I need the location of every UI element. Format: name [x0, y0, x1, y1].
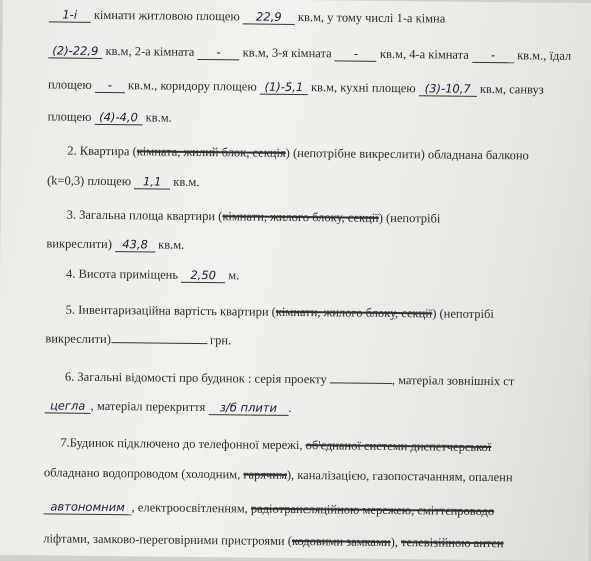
doc-line-14: 7.Будинок підключено до телефонної мережі, об'єднаної системи диспетчерської [60, 435, 492, 455]
doc-line-12: 6. Загальні відомості про будинок : серія проекту , матеріал зовнішніх ст [64, 369, 515, 389]
handwritten-floor-material: з/б плити [208, 401, 288, 416]
doc-line-9: 4. Висота приміщень 2,50 м. [65, 266, 240, 283]
doc-line-6: (k=0,3) площею 1,1 кв.м. [46, 173, 200, 189]
handwritten-total-area: 43,8 [115, 238, 155, 252]
doc-line-10: 5. Інвентаризаційна вартість квартири (кімнати, жилого блоку, секції) (непотрібі [65, 302, 494, 322]
struck-text: кімнати, жилого блоку, секції [222, 209, 379, 225]
room2-area-blank: - [197, 46, 239, 60]
doc-line-17: ліфтами, замково-переговірними пристроями (кодовими замками), телевізійною антен [43, 531, 504, 551]
struck-text: об'єднаної системи диспетчерської [305, 438, 492, 455]
project-series-blank [330, 371, 392, 384]
struck-text: кодовими замками [291, 533, 391, 550]
handwritten-wall-material: цегла [45, 399, 91, 413]
handwritten-ceiling-height: 2,50 [181, 269, 225, 283]
handwritten-room1-area: (2)-22,9 [48, 44, 102, 59]
doc-line-4: площею (4)-4,0 кв.м. [47, 109, 172, 125]
doc-line-8: викреслити) 43,8 кв.м. [46, 236, 185, 252]
handwritten-room-count: 1-і [49, 8, 91, 22]
doc-line-11: викреслити) грн. [45, 331, 232, 348]
inventory-value-blank [111, 331, 207, 344]
doc-line-3: площею - кв.м., коридору площею (1)-5,1 кв.м, кухні площею (3)-10,7 кв.м, санвуз [47, 77, 544, 97]
doc-line-13: цегла , матеріал перекриття з/б плити . [45, 397, 292, 416]
struck-text: гарячим [243, 467, 288, 482]
handwritten-kitchen-area: (3)-10,7 [419, 82, 477, 97]
doc-line-2: (2)-22,9 кв.м, 2-а кімната - кв.м, 3-я кімната - кв.м, 4-а кімната - кв.м., їдал [48, 42, 571, 63]
handwritten-bathroom-area: (4)-4,0 [94, 111, 142, 126]
room3-area-blank: - [335, 47, 377, 61]
struck-text: радіотрансляційною мережею, сміттєпроводо [250, 501, 495, 519]
handwritten-balcony-area: 1,1 [134, 175, 170, 189]
doc-line-15: обладнано водопроводом (холодним, гарячим), каналізацією, газопостачанням, опаленн [43, 465, 513, 485]
struck-text: кімнати, жилого блоку, секції [275, 304, 433, 321]
handwritten-heating-type: автономним [44, 500, 132, 515]
doc-line-16: автономним , електроосвітленням, радіотрансляційною мережею, сміттєпроводо [44, 498, 495, 519]
doc-line-5: 2. Квартира (кімната, жилий блок, секція) (непотрібне викреслити) обладнана балконо [67, 143, 529, 163]
handwritten-living-area: 22,9 [243, 10, 295, 25]
handwritten-corridor-area: (1)-5,1 [260, 81, 308, 96]
dining-area-blank: - [95, 79, 125, 93]
room4-area-blank: - [472, 49, 514, 63]
struck-text: телевізійною антен [400, 535, 504, 551]
doc-line-1: 1-і кімнати житловою площею 22,9 кв.м, у тому числі 1-а кімна [49, 6, 446, 26]
doc-line-7: 3. Загальна площа квартири (кімнати, жилого блоку, секції) (непотрібі [66, 207, 441, 226]
struck-text: кімната, жилий блок, секція [136, 144, 286, 160]
